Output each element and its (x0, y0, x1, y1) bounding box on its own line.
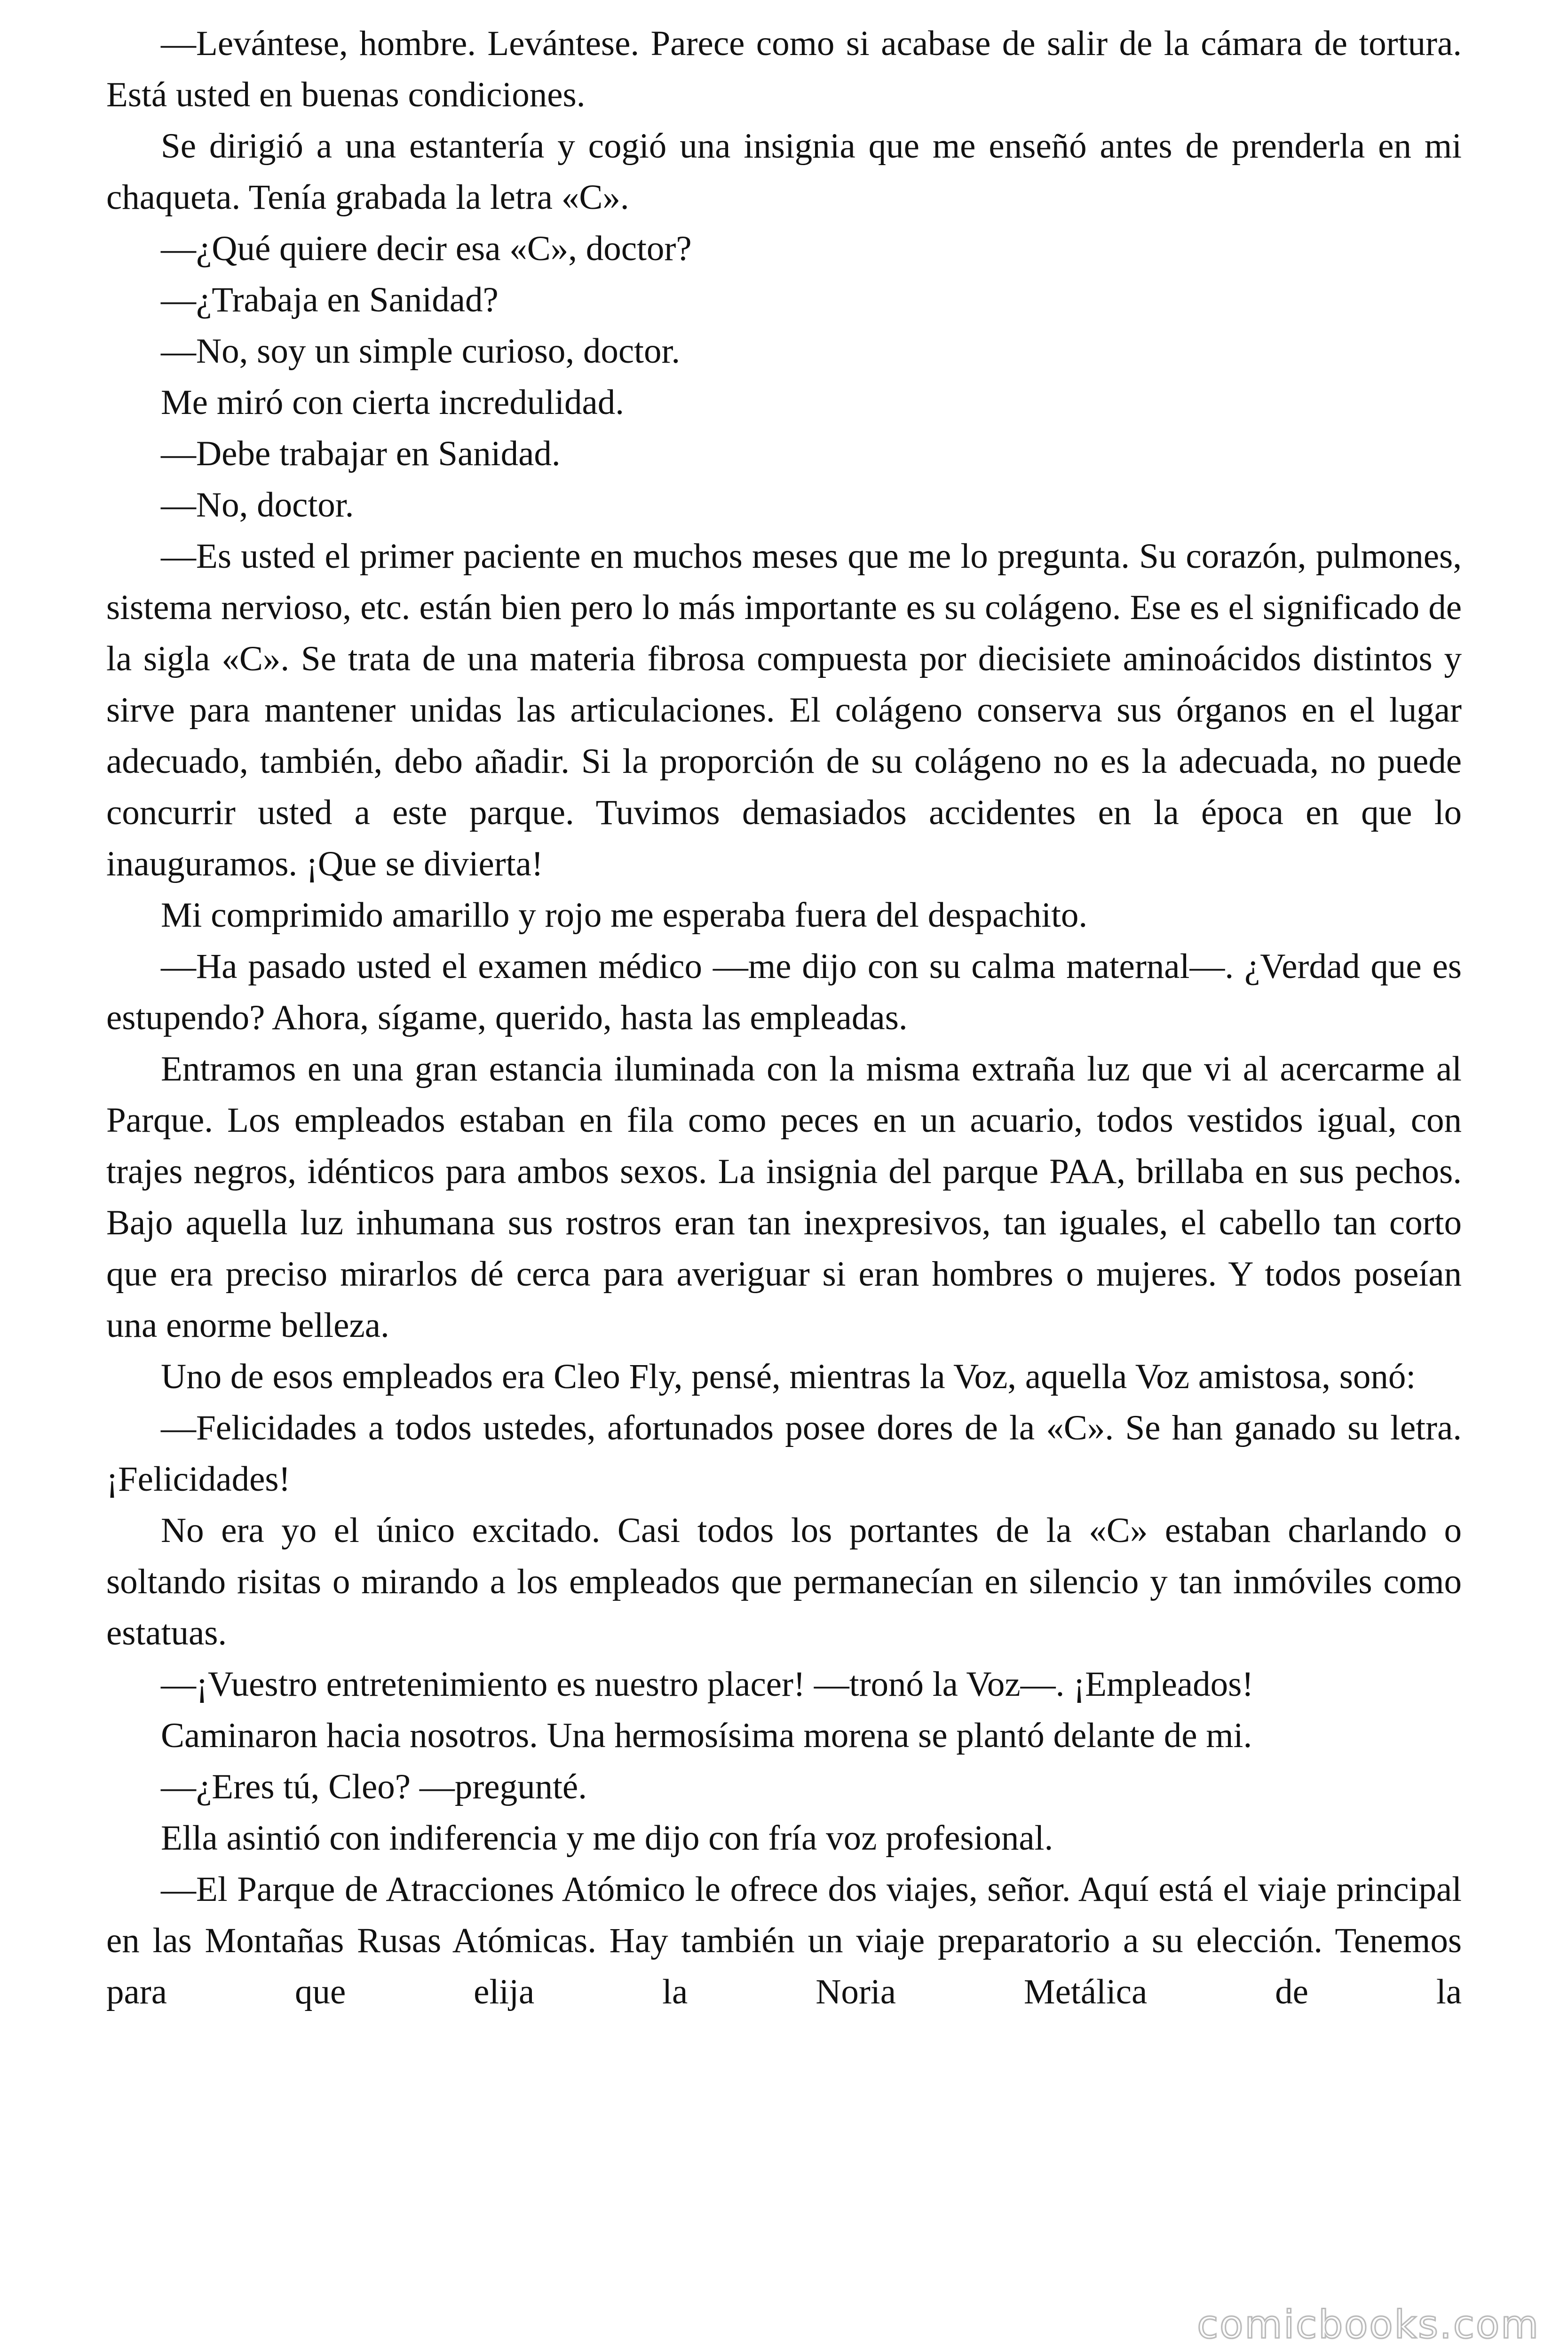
paragraph: Mi comprimido amarillo y rojo me esperaba fuera del despachito. (161, 896, 1088, 935)
watermark: comicbooks.com (1197, 2303, 1540, 2347)
paragraph: —Es usted el primer paciente en muchos meses que me lo pregunta. Su corazón, pulmones, sistema nervioso, etc. están bien pero lo más importante es su colágeno. Ese es el significado de la sigla «C». Se trata de una materia fibrosa compuesta por diecisiete aminoácidos distintos y sirve para mantener unidas las articulaciones. El colágeno conserva sus órganos en el lugar adecuado, también, debo añadir. Si la proporción de su colágeno no es la adecuada, no puede concurrir usted a este parque. Tuvimos demasiados accidentes en la época en que lo inauguramos. ¡Que se divierta! (106, 537, 1462, 883)
paragraph: —No, soy un simple curioso, doctor. (161, 332, 681, 371)
paragraph: Ella asintió con indiferencia y me dijo con fría voz profesional. (161, 1819, 1053, 1858)
page-text (106, 18, 1462, 2018)
paragraph: —¿Eres tú, Cleo? —pregunté. (161, 1767, 587, 1806)
paragraph: Caminaron hacia nosotros. Una hermosísima morena se plantó delante de mi. (161, 1716, 1252, 1755)
paragraph: Se dirigió a una estantería y cogió una insignia que me enseñó antes de prenderla en mi chaqueta. Tenía grabada la letra «C». (106, 127, 1462, 217)
paragraph: —¡Vuestro entretenimiento es nuestro placer! —tronó la Voz—. ¡Empleados! (161, 1665, 1254, 1704)
paragraph: —Levántese, hombre. Levántese. Parece como si acabase de salir de la cámara de tortura. Está usted en buenas condiciones. (106, 24, 1462, 114)
paragraph: —¿Trabaja en Sanidad? (161, 280, 499, 319)
paragraph: —Felicidades a todos ustedes, afortunados posee dores de la «C». Se han ganado su letra. ¡Felicidades! (106, 1408, 1462, 1499)
paragraph: Uno de esos empleados era Cleo Fly, pensé, mientras la Voz, aquella Voz amistosa, sonó: (161, 1357, 1416, 1396)
paragraph: —El Parque de Atracciones Atómico le ofrece dos viajes, señor. Aquí está el viaje principal en las Montañas Rusas Atómicas. Hay también un viaje preparatorio a su elección. Tenemos para que elija la Noria Metálica de la (106, 1870, 1462, 2011)
paragraph: —Ha pasado usted el examen médico —me dijo con su calma maternal—. ¿Verdad que es estupendo? Ahora, sígame, querido, hasta las empleadas. (106, 947, 1462, 1037)
paragraph: Entramos en una gran estancia iluminada con la misma extraña luz que vi al acercarme al Parque. Los empleados estaban en fila como peces en un acuario, todos vestidos igual, con trajes negros, idénticos para ambos sexos. La insignia del parque PAA, brillaba en sus pechos. Bajo aquella luz inhumana sus rostros eran tan inexpresivos, tan iguales, el cabello tan corto que era preciso mirarlos dé cerca para averiguar si eran hombres o mujeres. Y todos poseían una enorme belleza. (106, 1049, 1462, 1345)
paragraph: —¿Qué quiere decir esa «C», doctor? (161, 229, 692, 268)
paragraph: —No, doctor. (161, 485, 354, 524)
paragraph: —Debe trabajar en Sanidad. (161, 434, 561, 473)
paragraph: No era yo el único excitado. Casi todos los portantes de la «C» estaban charlando o soltando risitas o mirando a los empleados que permanecían en silencio y tan inmóviles como estatuas. (106, 1511, 1462, 1653)
paragraph: Me miró con cierta incredulidad. (161, 383, 625, 422)
